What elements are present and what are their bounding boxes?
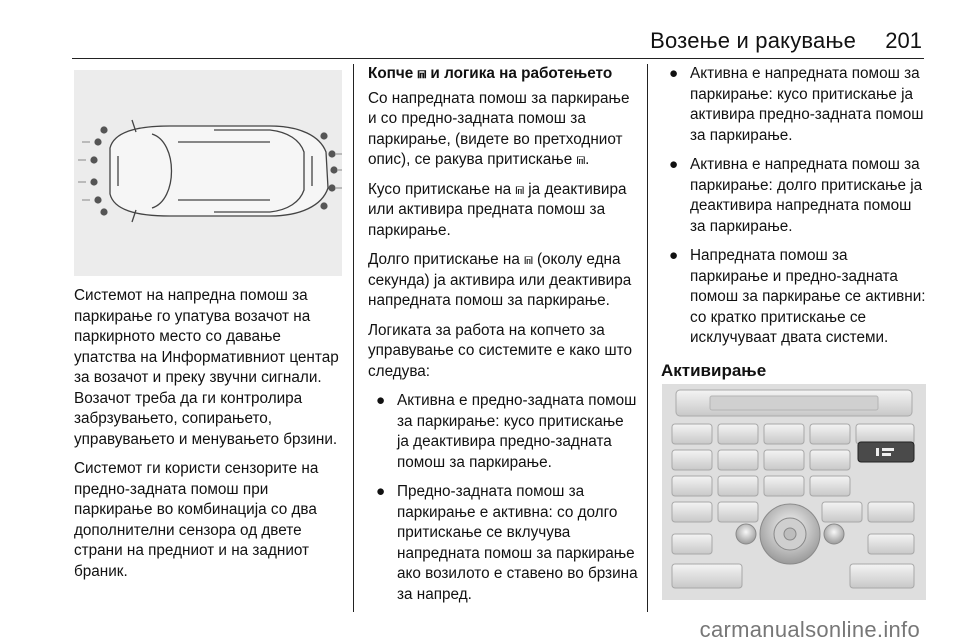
list-item: ● Активна е предно-задната помош за паркирање: кусо притискање ја деактивира предно-задната помош за паркирање. [376,392,637,471]
activation-heading: Активирање [661,360,767,380]
list-item: ● Предно-задната помош за паркирање е активна: со долго притискање се вклучува напредната помош за паркирање ако возилото е ставено во брзина за напред. [376,483,638,603]
page-number: 201 [885,28,922,53]
intro-paragraph-1: Системот на напредна помош за паркирање го упатува возачот на паркирното место со давање упатства на Информативниот центар за возачот и преку звучни сигнали. Возачот треба да ги контролира забрзувањето, сопирањето, управувањето и менувањето брзини. [74,287,339,448]
logic-paragraph-3: Долго притискање на ⩎ (околу една секунда) ја активира или деактивира напредната помош за паркирање. [368,251,632,309]
console-panel-photo [662,384,926,600]
logic-paragraph-2: Кусо притискање на ⩎ ја деактивира или активира предната помош за паркирање. [368,180,627,239]
state-bullet-list [661,64,929,349]
logic-paragraph-1: Со напредната помош за паркирање и со предно-задната помош за паркирање, (видете во претходниот опис), се ракува притискање ⩎. [368,89,630,168]
column-divider-right [647,64,648,612]
list-item: ● Активна е напредната помош за паркирање: кусо притискање ја активира предно-задната помош за паркирање. [669,65,924,144]
column-divider-left [353,64,354,612]
header-rule [72,58,924,59]
page-header [0,0,960,62]
column-right [661,64,929,381]
bullet-icon: ● [669,156,679,173]
header-title: Возење и ракување [650,28,856,53]
bullet-icon: ● [669,247,679,264]
column-left [74,286,342,591]
logic-bullet-list [368,391,638,605]
bullet-icon: ● [376,483,386,500]
intro-paragraph-2: Системот ги користи сензорите на предно-задната помош при паркирање во комбинација со два дополнителни сензора од двете страни на предниот и на задниот браник. [74,460,319,580]
car-sensor-illustration [74,70,342,276]
bullet-icon: ● [376,392,386,409]
list-item: ● Активна е напредната помош за паркирање: долго притискање ја деактивира напредната помош за паркирање. [669,156,923,235]
column-middle [368,64,638,614]
watermark-text: carmanualsonline.info [699,617,920,642]
bullet-icon: ● [669,65,679,82]
logic-paragraph-4: Логиката за работа на копчето за управување со системите е како што следува: [368,321,632,380]
list-item: ● Напредната помош за паркирање и предно-задната помош за паркирање се активни: со кратко притискање се исклучуваат двата системи. [669,247,926,346]
button-logic-heading: Копче ⩎ и логика на работењето [368,65,613,82]
